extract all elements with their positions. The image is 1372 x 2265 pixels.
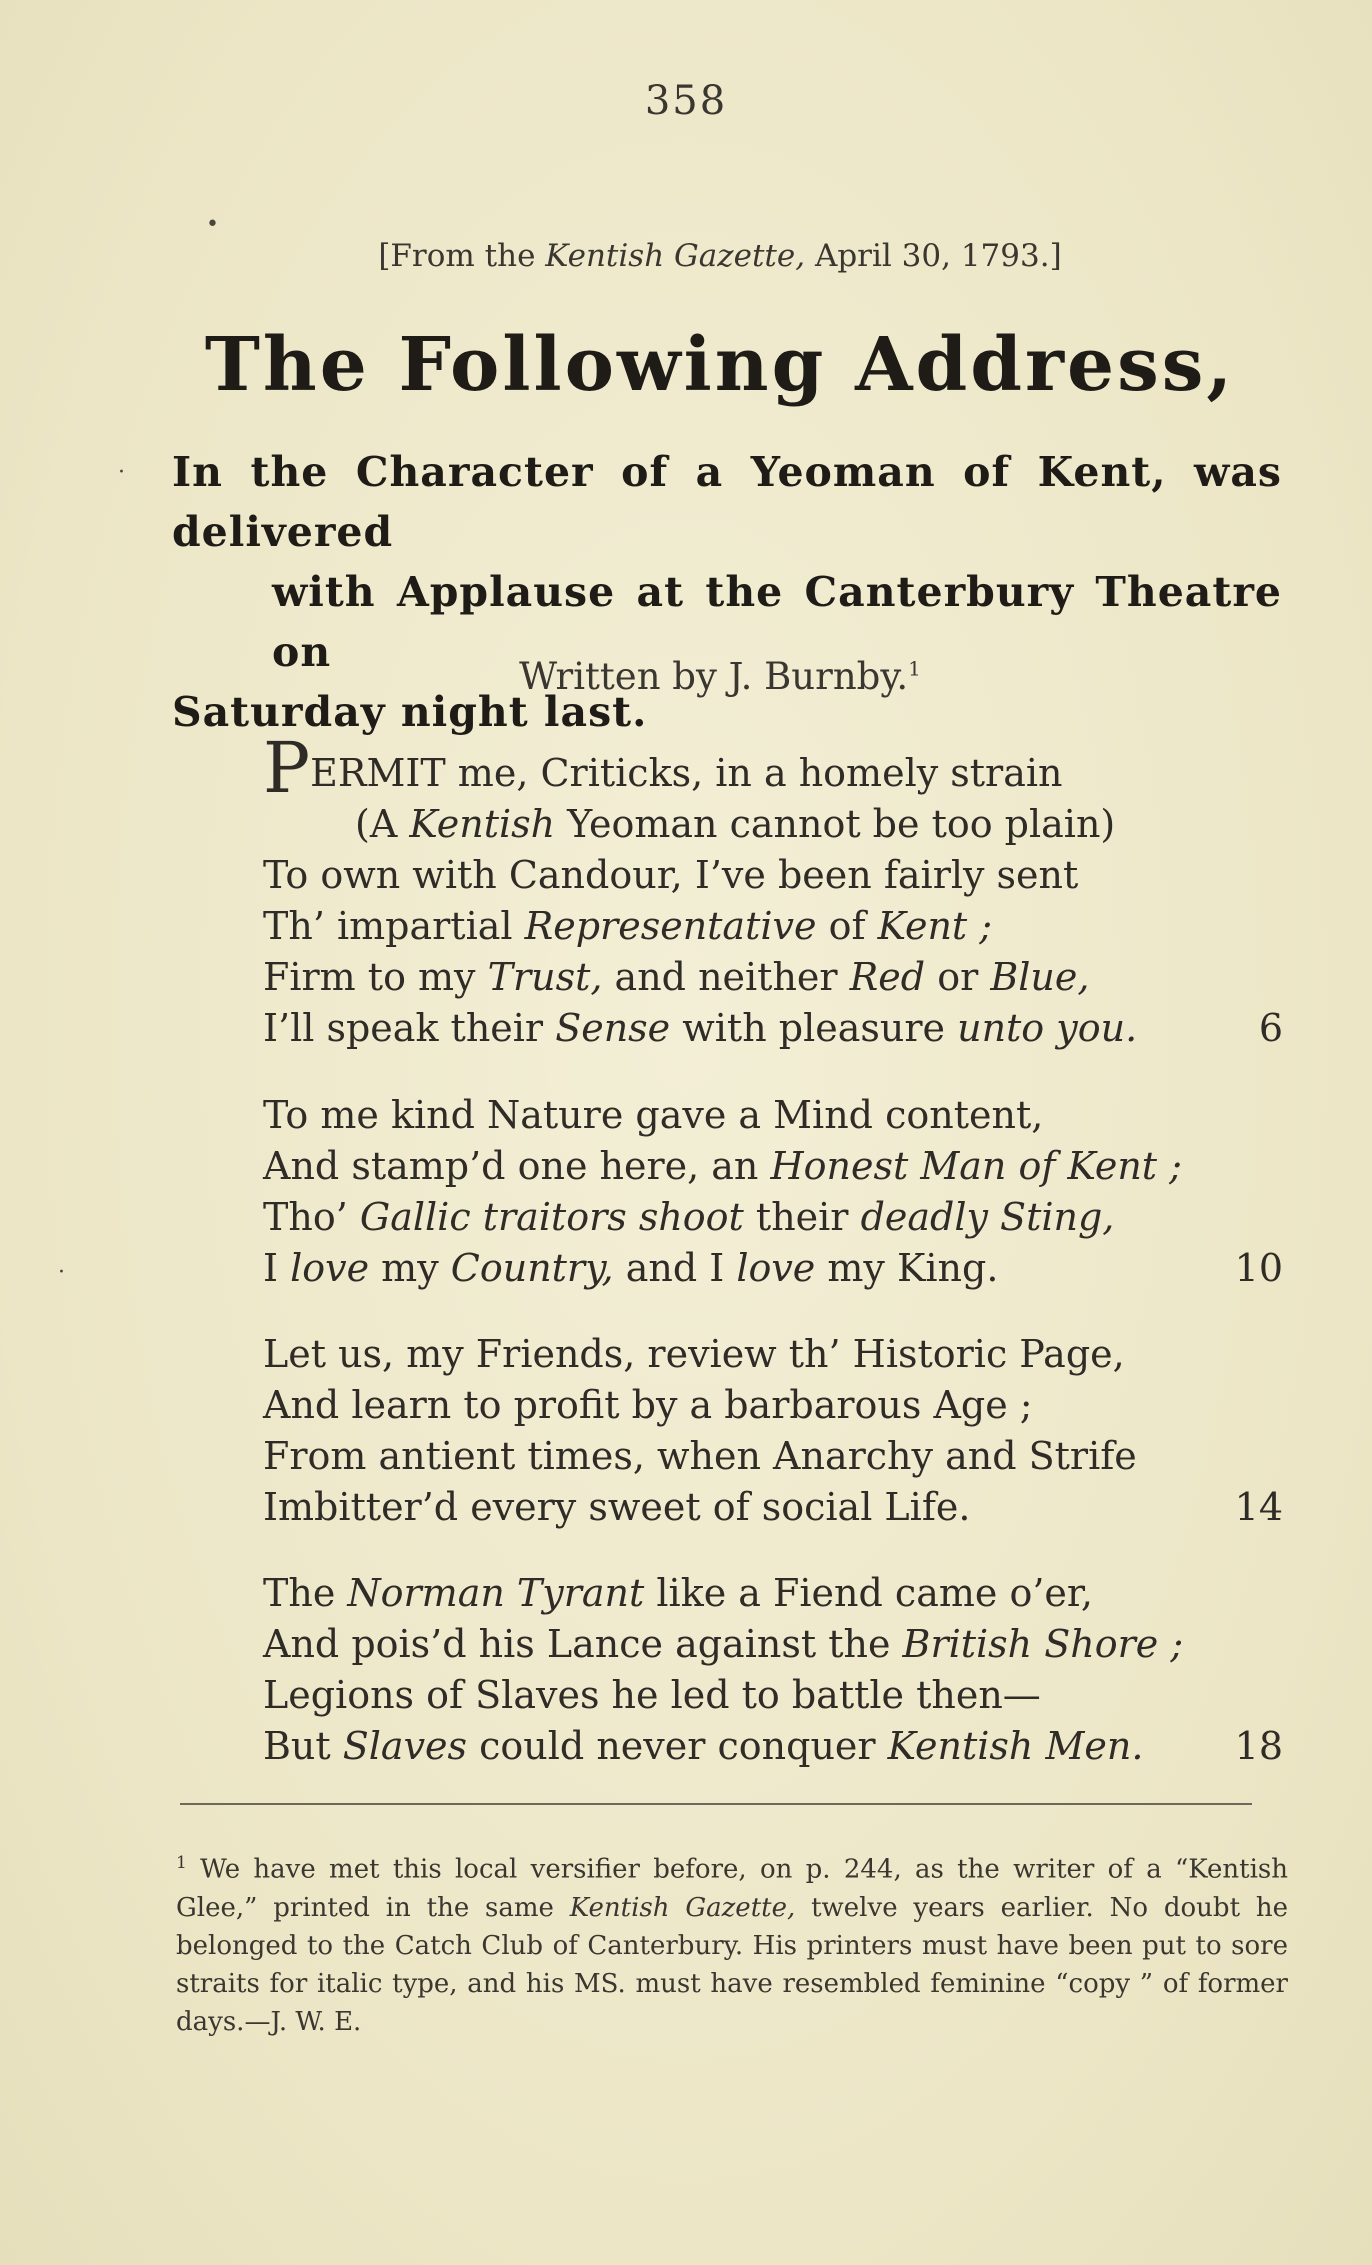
verse-line [263,850,1283,901]
footnote-marker: 1 [176,1853,187,1873]
italic-text: unto you. [957,1006,1138,1050]
verse-line [263,1619,1283,1670]
italic-text: Country, [450,1246,614,1290]
roman-text: And stamp’d one here, an [263,1144,771,1188]
italic-text: love [736,1246,816,1290]
verse-text [263,727,1063,809]
roman-text: Tho’ [263,1195,360,1239]
italic-text: Blue, [990,955,1090,999]
roman-text: Legions of Slaves he led to battle then— [263,1673,1041,1717]
stray-mark: · [118,460,125,485]
roman-text: Th’ impartial [263,904,525,948]
verse-text [263,1332,1125,1376]
page-number: 358 [644,78,728,124]
verse-text [263,1195,1114,1239]
roman-text: And learn to profit by a barbarous Age ; [263,1383,1033,1427]
line-number: 6 [1258,1006,1283,1050]
verse-line [263,1141,1283,1192]
verse-line [263,1670,1283,1721]
roman-text: To me kind Nature gave a Mind content, [263,1093,1044,1137]
verse-line [263,901,1283,952]
verse-text [263,1673,1041,1717]
verse-line [263,727,1283,809]
subtitle-line: with Applause at the Canterbury Theatre on [272,568,1282,676]
author-text: Written by J. Burnby. [519,655,909,698]
verse-line [263,1243,1283,1294]
roman-text: From antient times, when Anarchy and Strife [263,1434,1137,1478]
roman-text: and neither [602,955,850,999]
line-number: 18 [1234,1724,1283,1768]
source-paper: Kentish Gazette, [545,238,806,274]
verse-line [263,1380,1283,1431]
roman-text: of [816,904,878,948]
stanza [263,1568,1283,1772]
roman-text: I [263,1246,291,1290]
italic-text: Honest Man of Kent ; [770,1144,1182,1188]
roman-text: Firm to my [263,955,488,999]
verse-line [263,1192,1283,1243]
source-date: April 30, 1793.] [814,238,1062,274]
stanza [263,1090,1283,1294]
footnote-body [176,1855,1288,2037]
roman-text: or [925,955,991,999]
poem-title: The Following Address, [204,322,1236,408]
verse-line [263,1482,1283,1533]
roman-text: ERMIT me, Criticks, in a homely strain [310,751,1063,795]
roman-text: The [263,1571,348,1615]
footnote [176,1844,1288,2041]
italic-text: Norman Tyrant [347,1571,645,1615]
verse-text [263,1006,1137,1050]
verse-text [263,955,1089,999]
author-line [0,655,1372,698]
drop-cap: P [263,727,311,809]
verse-text [263,1485,970,1529]
roman-text: Yeoman cannot be too plain) [555,802,1116,846]
verse-text [263,904,992,948]
italic-text: Gallic traitors shoot [359,1195,744,1239]
verse-text [263,1144,1182,1188]
roman-text: their [743,1195,861,1239]
verse-text [263,1246,998,1290]
verse-text [263,1622,1183,1666]
verse-line [263,1431,1283,1482]
roman-text: my King. [815,1246,999,1290]
roman-text: I’ll speak their [263,1006,556,1050]
italic-text: Red [849,955,926,999]
verse-text [263,1383,1033,1427]
subtitle-line: In the Character of a Yeoman of Kent, was delivered [172,448,1282,556]
roman-text: like a Fiend came o’er, [644,1571,1093,1615]
verse-text [263,1571,1093,1615]
line-number: 14 [1234,1485,1283,1529]
stray-mark: • [206,212,219,237]
verse-line [263,1090,1283,1141]
roman-text: (A [355,802,410,846]
footnote-ref: 1 [908,656,921,681]
italic-text: Sense [555,1006,671,1050]
italic-text: Kentish [409,802,556,846]
italic-text: British Shore ; [902,1622,1184,1666]
verse-line [263,952,1283,1003]
stanza [263,1329,1283,1533]
roman-text: And pois’d his Lance against the [263,1622,903,1666]
verse-line [263,1568,1283,1619]
verse-text [263,1434,1137,1478]
roman-text: with pleasure [670,1006,958,1050]
verse-line [263,1329,1283,1380]
subtitle-line: Saturday night last. [172,688,648,736]
roman-text: could never conquer [467,1724,888,1768]
roman-text: Imbitter’d every sweet of social Life. [263,1485,971,1529]
italic-text: deadly Sting, [860,1195,1115,1239]
italic-text: Trust, [487,955,603,999]
italic-text: love [290,1246,370,1290]
stray-mark: · [58,1260,65,1285]
italic-text: Representative [524,904,817,948]
verse-text [263,853,1078,897]
roman-text: To own with Candour, I’ve been fairly sent [263,853,1079,897]
verse-line [263,799,1283,850]
line-number: 10 [1234,1246,1283,1290]
verse-text [263,1093,1043,1137]
italic-text: Kentish Gazette, [569,1892,796,1923]
verse-line [263,1721,1283,1772]
roman-text: my [369,1246,451,1290]
stanza [263,727,1283,1054]
roman-text: twelve years earlier. No doubt he belonged to the Catch Club of Canterbury. His printers must have been put to sore straits for italic type, and his MS. must have resembled feminine “copy ” of former days.—J. W. E. [176,1892,1288,2037]
italic-text: Kentish Men. [887,1724,1144,1768]
roman-text: Let us, my Friends, review th’ Historic Page, [263,1332,1125,1376]
italic-text: Slaves [342,1724,468,1768]
roman-text: But [263,1724,343,1768]
footnote-rule [180,1803,1252,1805]
source-line [0,238,1372,274]
roman-text: and I [613,1246,737,1290]
source-prefix: [From the [378,238,536,274]
italic-text: Kent ; [877,904,993,948]
verse-text [355,802,1115,846]
verse-text [263,1724,1143,1768]
verse-line [263,1003,1283,1054]
roman-text: We have met this local versifier before, on p. 244, as the writer of a “Kentish Glee,” printed in the same [176,1854,1289,1923]
